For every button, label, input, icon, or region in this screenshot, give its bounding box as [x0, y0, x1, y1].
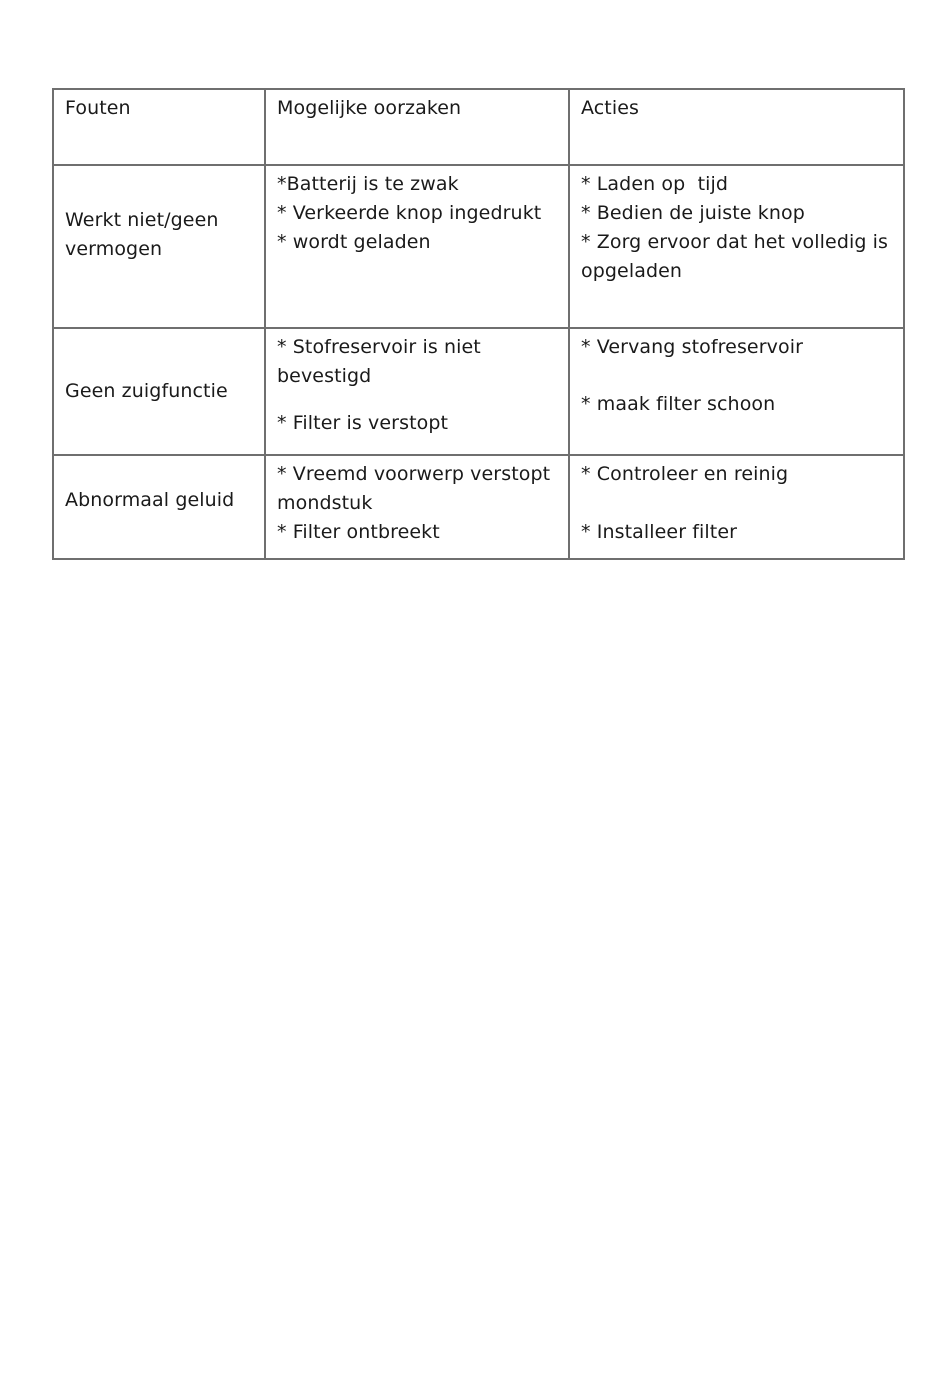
cause-item: * Verkeerde knop ingedrukt [277, 202, 542, 224]
header-cell-faults [53, 89, 265, 165]
table-row [53, 328, 904, 455]
fault-text-line: Geen zuigfunctie [65, 380, 228, 402]
table-row [53, 165, 904, 328]
fault-text-line: Werkt niet/geen [65, 209, 219, 231]
header-label-actions: Acties [581, 97, 640, 119]
action-item: * Laden op tijd [581, 173, 729, 195]
actions-cell [569, 455, 904, 559]
action-item: * maak filter schoon [581, 393, 776, 415]
paragraph-gap [277, 391, 558, 409]
action-item: * Vervang stofreservoir [581, 336, 803, 358]
cause-item: * Filter is verstopt [277, 412, 449, 434]
cause-item: * Filter ontbreekt [277, 521, 440, 543]
fault-text-line: Abnormaal geluid [65, 489, 235, 511]
cause-item: mondstuk [277, 492, 373, 514]
paragraph-gap [581, 362, 893, 390]
table-header-row [53, 89, 904, 165]
fault-text-line: vermogen [65, 238, 163, 260]
cause-item: bevestigd [277, 365, 372, 387]
action-item: * Controleer en reinig [581, 463, 789, 485]
cause-item: *Batterij is te zwak [277, 173, 459, 195]
table-row [53, 455, 904, 559]
actions-cell [569, 328, 904, 455]
header-cell-actions [569, 89, 904, 165]
fault-cell [53, 328, 265, 455]
action-item: * Bedien de juiste knop [581, 202, 805, 224]
cause-item: * Stofreservoir is niet [277, 336, 481, 358]
action-item: * Zorg ervoor dat het volledig is [581, 231, 889, 253]
header-label-causes: Mogelijke oorzaken [277, 97, 462, 119]
action-item: * Installeer filter [581, 521, 738, 543]
cause-item: * Vreemd voorwerp verstopt [277, 463, 551, 485]
causes-cell [265, 455, 569, 559]
fault-cell [53, 165, 265, 328]
action-item: opgeladen [581, 260, 683, 282]
paragraph-gap [581, 489, 893, 518]
header-label-faults: Fouten [65, 97, 131, 119]
causes-cell [265, 328, 569, 455]
actions-cell [569, 165, 904, 328]
troubleshooting-table [52, 88, 905, 560]
causes-cell [265, 165, 569, 328]
fault-cell [53, 455, 265, 559]
cause-item: * wordt geladen [277, 231, 431, 253]
header-cell-causes [265, 89, 569, 165]
